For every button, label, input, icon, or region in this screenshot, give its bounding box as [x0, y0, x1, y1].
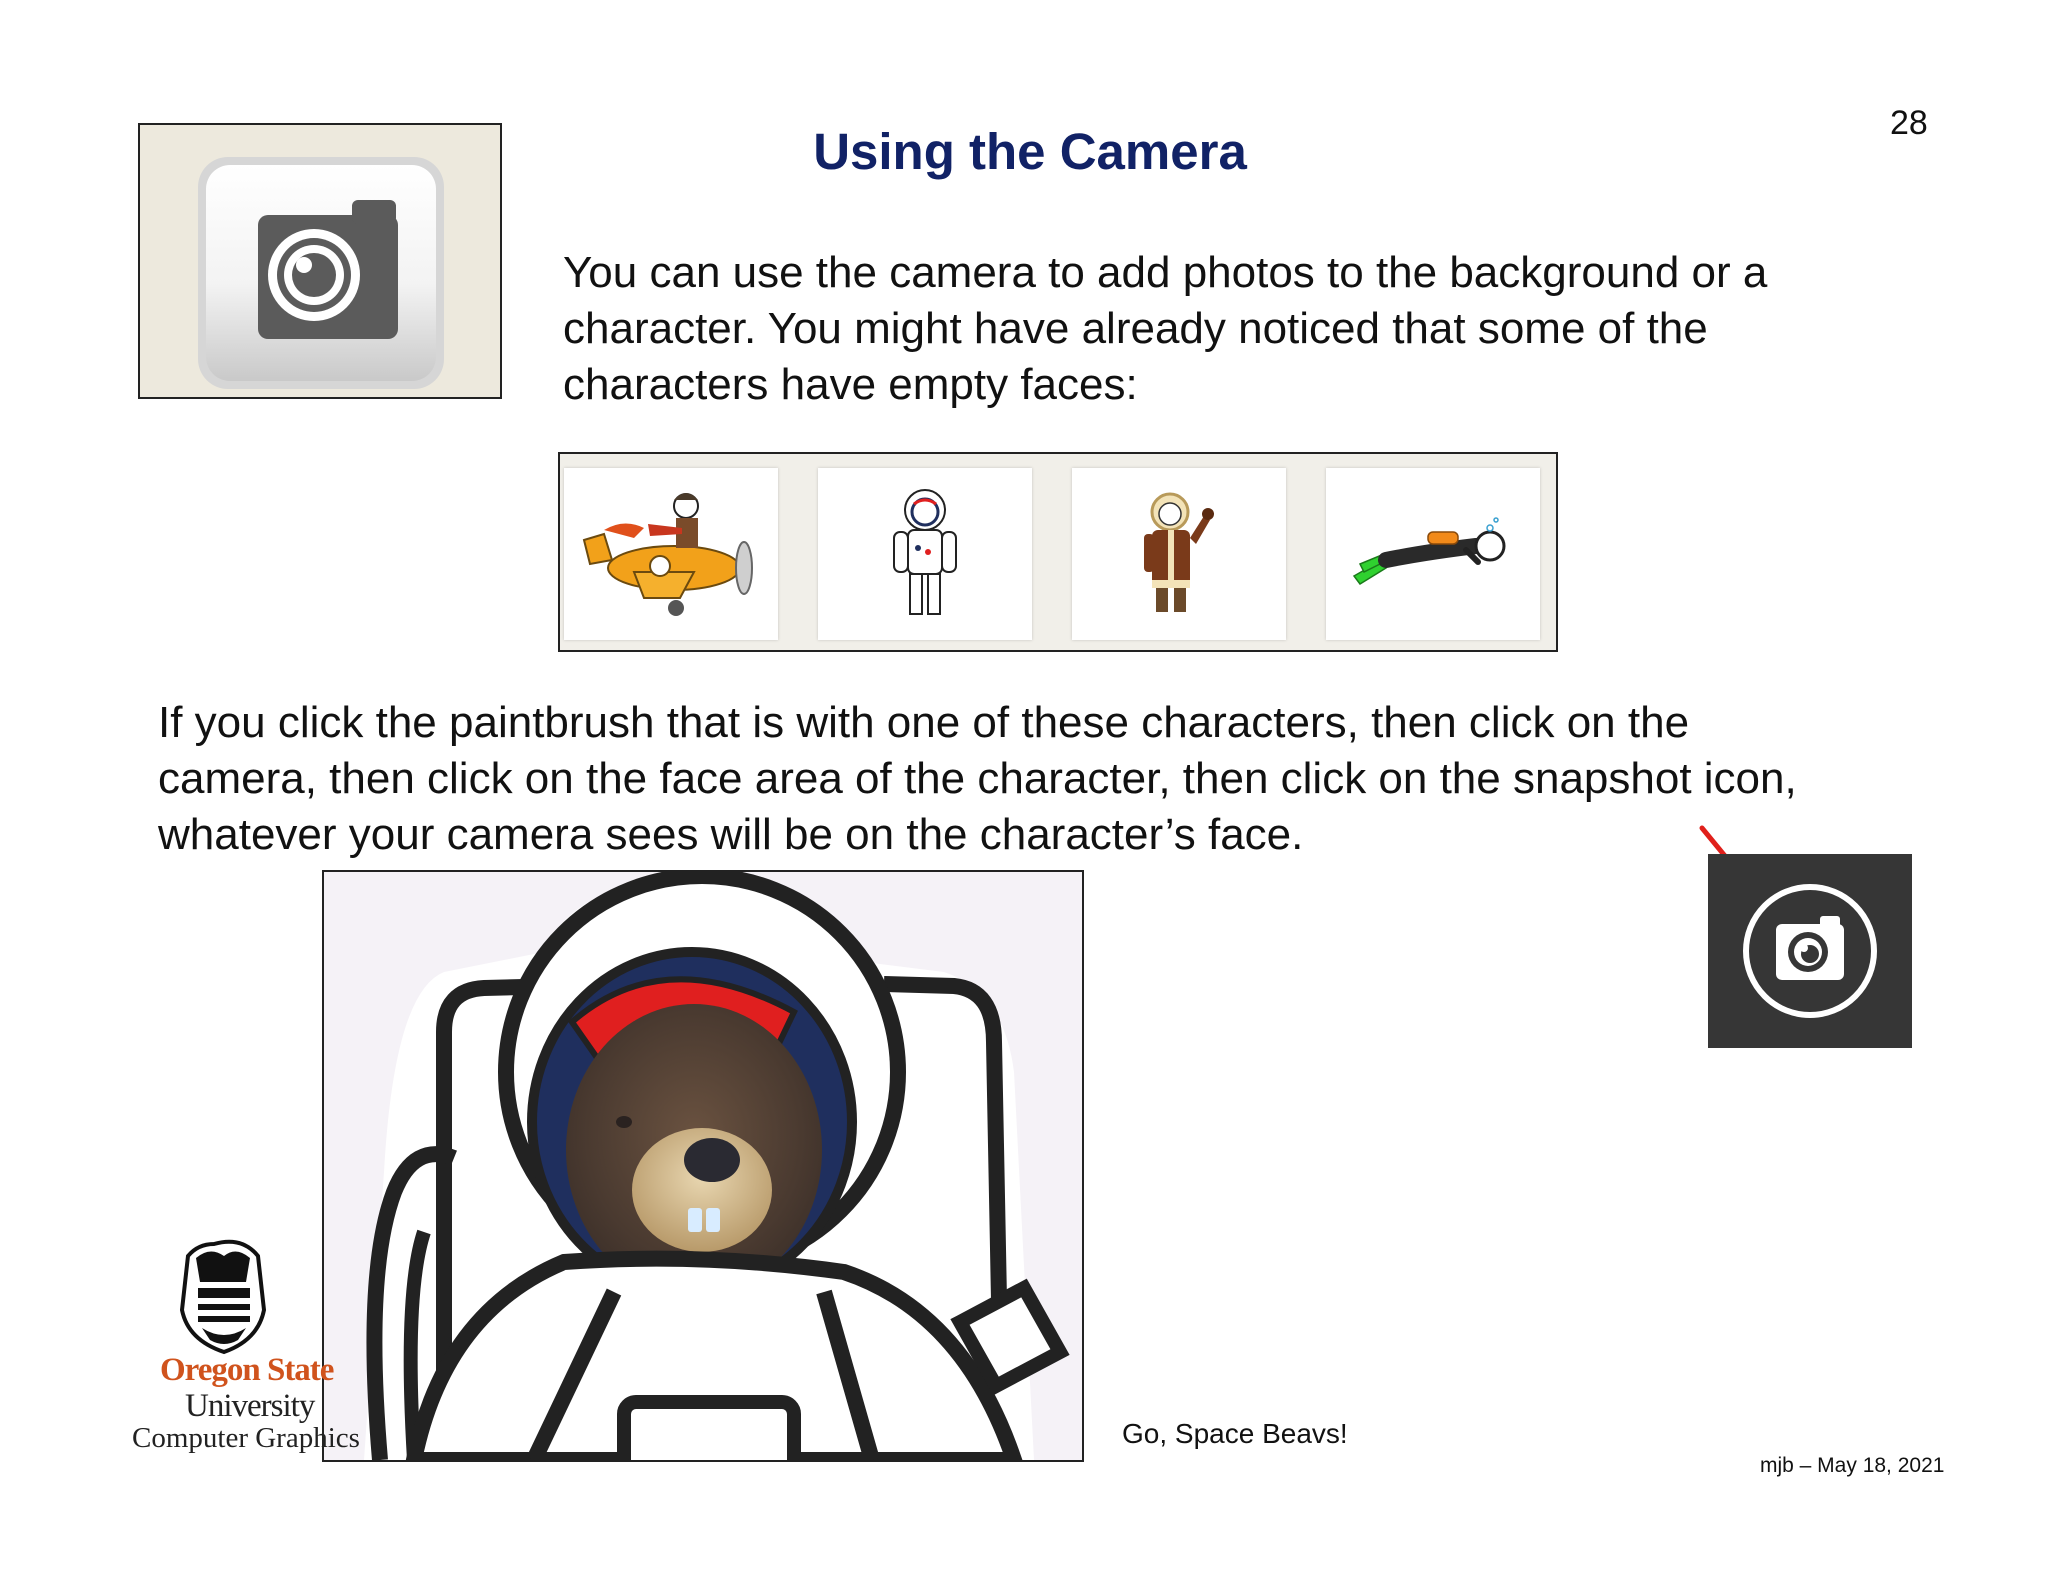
snapshot-icon: [1708, 854, 1912, 1048]
intro-paragraph: You can use the camera to add photos to the background or a character. You might have already noticed that some of the characters have empty faces:: [563, 248, 1768, 409]
camera-icon: [140, 125, 500, 397]
character-astronaut: [818, 468, 1032, 640]
character-arctic-explorer: [1072, 468, 1286, 640]
astronaut-image: [818, 468, 1032, 640]
scuba-diver-image: [1326, 468, 1540, 640]
instructions-paragraph: If you click the paintbrush that is with one of these characters, then click on the camera, then click on the face area of the character, then click on the snapshot icon, whatever your camera sees will be on the character’s face.: [158, 698, 1797, 859]
character-scuba-diver: [1326, 468, 1540, 640]
snapshot-icon-image: [1708, 854, 1912, 1048]
astronaut-beaver-photo: [322, 870, 1084, 1462]
photo-caption: Go, Space Beavs!: [1122, 1418, 1348, 1449]
page-number: 28: [1890, 104, 1928, 142]
camera-button-image: [138, 123, 502, 399]
osu-name: Oregon State: [160, 1352, 334, 1388]
osu-university: University: [185, 1388, 315, 1424]
airplane-pilot-image: [564, 468, 778, 640]
slide-title: Using the Camera: [813, 123, 1247, 180]
astronaut-beaver-image: [324, 872, 1082, 1460]
osu-department: Computer Graphics: [132, 1422, 360, 1454]
character-strip: [558, 452, 1558, 652]
arctic-explorer-image: [1072, 468, 1286, 640]
footer-date: mjb – May 18, 2021: [1760, 1454, 1945, 1477]
character-airplane-pilot: [564, 468, 778, 640]
